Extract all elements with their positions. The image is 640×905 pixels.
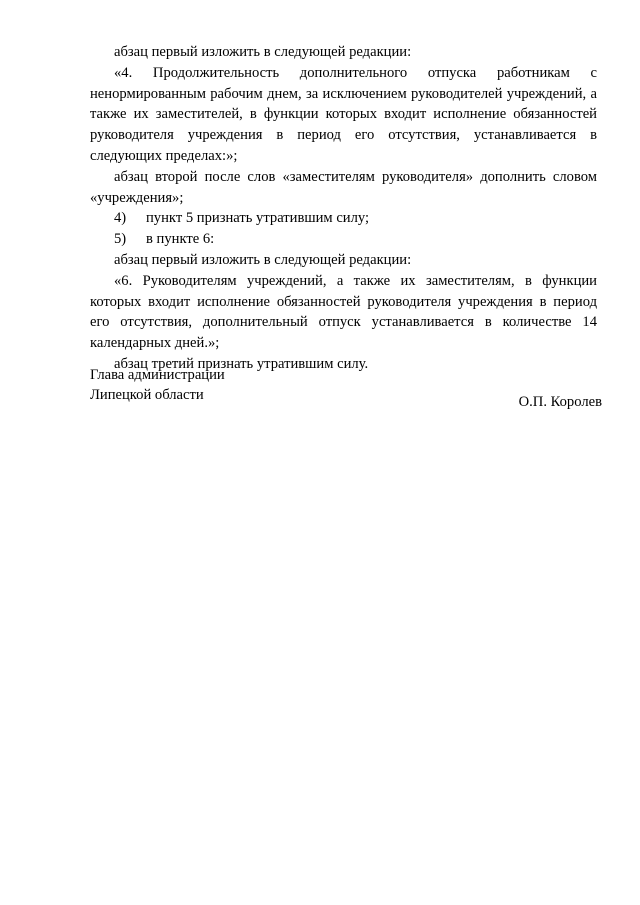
paragraph: абзац первый изложить в следующей редакции: [114, 251, 412, 268]
paragraph: абзац второй после слов «заместителям руководителя» дополнить словом «учреждения»; [90, 168, 597, 206]
document-body [90, 42, 597, 375]
list-item-number: 4) [114, 210, 127, 227]
paragraph: абзац третий признать утратившим силу. [114, 355, 369, 372]
list-item-number: 5) [114, 231, 127, 248]
paragraph: абзац первый изложить в следующей редакции: [114, 44, 412, 60]
signature-position-line: Липецкой области [90, 387, 204, 403]
paragraph: «4. Продолжительность дополнительного отпуска работникам с ненормированным рабочим днем, за исключением руководителей учреждений, а также их заместителей, в функции которых входит исполнение обязанностей руководителя учреждения в период его отсутствия, устанавливается в следующих пределах:»; [90, 64, 597, 164]
list-item-text: в пункте 6: [146, 231, 215, 248]
signer-name: О.П. Королев [518, 394, 602, 410]
list-item-text: пункт 5 признать утратившим силу; [146, 210, 370, 227]
list-item [90, 208, 597, 229]
paragraph: «6. Руководителям учреждений, а также их заместителям, в функции которых входит исполнение обязанностей руководителя учреждения в период его отсутствия, дополнительный отпуск устанавливается в количестве 14 календарных дней.»; [90, 272, 597, 352]
signature-position-line: Глава администрации [90, 367, 225, 383]
list-item [90, 229, 597, 250]
signature-position [90, 365, 225, 405]
